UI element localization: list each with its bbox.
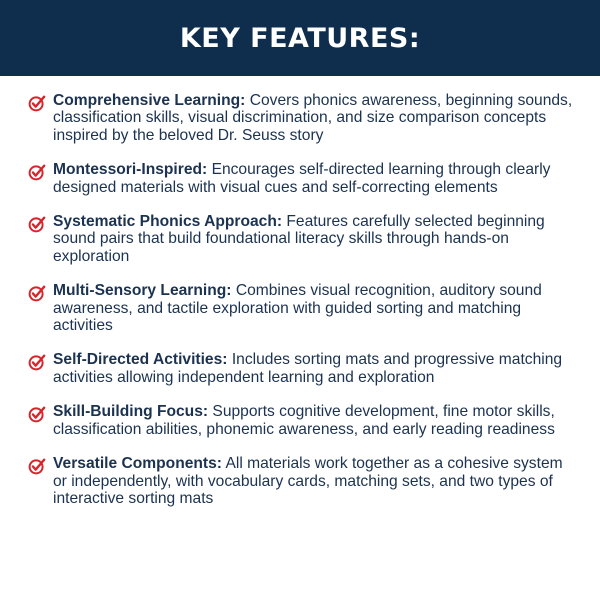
feature-text	[53, 455, 578, 507]
feature-text	[53, 351, 578, 386]
feature-text	[53, 403, 578, 438]
feature-title: Skill-Building Focus:	[53, 403, 209, 421]
checkmark-circle-icon	[28, 405, 46, 423]
checkmark-circle-icon	[28, 94, 46, 112]
feature-description: Covers phonics awareness, beginning sounds, classification skills, visual discrimination, and size comparison concepts inspired by the beloved Dr. Seuss story	[53, 92, 573, 144]
feature-item	[28, 282, 578, 334]
feature-title: Versatile Components:	[53, 455, 222, 473]
feature-text	[53, 92, 578, 144]
checkmark-circle-icon	[28, 353, 46, 371]
feature-text	[53, 282, 578, 334]
feature-item	[28, 213, 578, 265]
feature-description: All materials work together as a cohesive system or independently, with vocabulary cards, matching sets, and two types of interactive sorting mats	[53, 455, 563, 507]
feature-text	[53, 213, 578, 265]
feature-description: Includes sorting mats and progressive matching activities allowing independent learning and exploration	[53, 351, 563, 386]
page-title: KEY FEATURES:	[179, 22, 421, 54]
feature-description: Combines visual recognition, auditory sound awareness, and tactile exploration with guided sorting and matching activities	[53, 282, 542, 335]
feature-item	[28, 403, 578, 438]
feature-title: Self-Directed Activities:	[53, 351, 228, 369]
checkmark-circle-icon	[28, 215, 46, 233]
feature-item	[28, 161, 578, 196]
checkmark-circle-icon	[28, 163, 46, 181]
feature-title: Montessori-Inspired:	[53, 161, 208, 179]
feature-description: Encourages self-directed learning through clearly designed materials with visual cues and self-correcting elements	[53, 161, 551, 196]
header-banner	[0, 0, 600, 76]
checkmark-circle-icon	[28, 284, 46, 302]
feature-item	[28, 455, 578, 507]
feature-title: Systematic Phonics Approach:	[53, 213, 283, 231]
feature-description: Features carefully selected beginning sound pairs that build foundational literacy skills through hands-on exploration	[53, 213, 545, 265]
feature-description: Supports cognitive development, fine motor skills, classification abilities, phonemic awareness, and early reading readiness	[53, 403, 555, 438]
feature-list	[28, 92, 578, 524]
feature-title: Multi-Sensory Learning:	[53, 282, 232, 300]
checkmark-circle-icon	[28, 457, 46, 475]
feature-item	[28, 351, 578, 386]
feature-item	[28, 92, 578, 144]
feature-title: Comprehensive Learning:	[53, 92, 246, 109]
feature-text	[53, 161, 578, 196]
